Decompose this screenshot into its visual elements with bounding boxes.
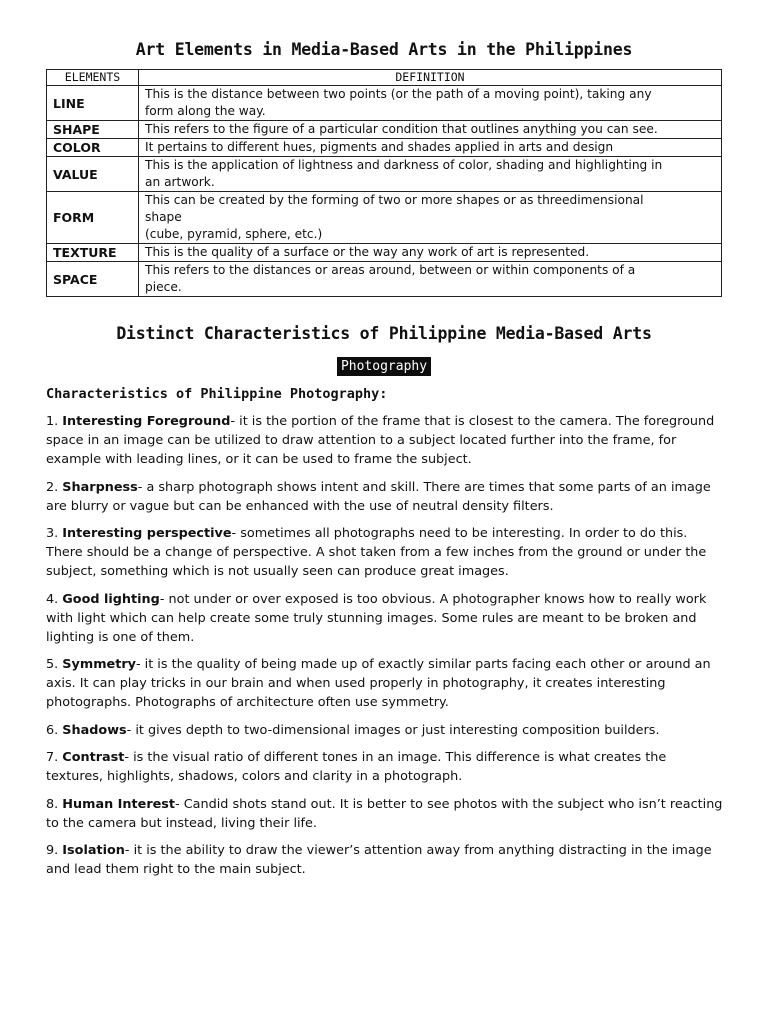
- element-name: VALUE: [47, 157, 139, 192]
- element-definition: This is the quality of a surface or the way any work of art is represented.: [139, 244, 722, 262]
- table-row: [47, 244, 722, 262]
- item-text: - a sharp photograph shows intent and skill. There are times that some parts of an image are blurry or vague but can be enhanced with the use of neutral density filters.: [46, 479, 711, 514]
- item-number: 8.: [46, 796, 59, 812]
- item-term: Good lighting: [62, 591, 160, 607]
- element-name: TEXTURE: [47, 244, 139, 262]
- item-number: 2.: [46, 479, 59, 495]
- list-item: [46, 590, 724, 647]
- list-item: [46, 748, 724, 786]
- characteristics-list: [46, 412, 724, 888]
- list-item: [46, 524, 724, 581]
- item-text: - is the visual ratio of different tones in an image. This difference is what creates the textures, highlights, shadows, colors and clarity in a photograph.: [46, 750, 667, 784]
- item-number: 3.: [46, 526, 59, 541]
- element-definition: This refers to the figure of a particular condition that outlines anything you can see.: [139, 121, 722, 139]
- item-text: - it is the ability to draw the viewer’s attention away from anything distracting in the image and lead them right to the main subject.: [46, 843, 712, 877]
- item-term: Sharpness: [62, 479, 138, 495]
- item-number: 9.: [46, 843, 59, 858]
- table-row: [47, 157, 722, 192]
- table-row: [47, 86, 722, 121]
- item-number: 6.: [46, 722, 59, 738]
- element-definition: This is the application of lightness and darkness of color, shading and highlighting in an artwork.: [139, 157, 722, 192]
- item-number: 7.: [46, 750, 59, 765]
- item-term: Isolation: [62, 843, 125, 858]
- subheading-wrapper: [0, 355, 768, 376]
- element-name: COLOR: [47, 139, 139, 157]
- characteristics-heading: Characteristics of Philippine Photography:: [46, 386, 388, 402]
- element-definition: This refers to the distances or areas around, between or within components of a piece.: [139, 262, 722, 297]
- item-term: Symmetry: [62, 657, 136, 672]
- table-row: [47, 139, 722, 157]
- item-term: Shadows: [62, 722, 127, 738]
- element-name: FORM: [47, 192, 139, 244]
- list-item: [46, 841, 724, 879]
- table-row: [47, 262, 722, 297]
- element-name: LINE: [47, 86, 139, 121]
- column-header-definition: DEFINITION: [139, 70, 722, 86]
- element-definition: This can be created by the forming of two or more shapes or as threedimensional shape (cube, pyramid, sphere, etc.): [139, 192, 722, 244]
- table-row: [47, 121, 722, 139]
- list-item: [46, 795, 724, 833]
- item-term: Interesting Foreground: [62, 414, 231, 429]
- item-text: - it is the portion of the frame that is closest to the camera. The foreground space in an image can be utilized to draw attention to a subject located further into the frame, for example with leading lines, or it can be used to frame the subject.: [46, 414, 715, 467]
- list-item: [46, 655, 724, 712]
- item-number: 5.: [46, 657, 59, 672]
- element-definition: This is the distance between two points (or the path of a moving point), taking any form along the way.: [139, 86, 722, 121]
- page-title: Art Elements in Media-Based Arts in the Philippines: [135, 40, 633, 59]
- photography-subheading: Photography: [337, 357, 431, 376]
- item-term: Interesting perspective: [62, 526, 232, 541]
- list-item: [46, 721, 724, 740]
- element-name: SPACE: [47, 262, 139, 297]
- item-text: - sometimes all photographs need to be interesting. In order to do this. There should be a change of perspective. A shot taken from a few inches from the ground or under the subject, something which is not usually seen can produce great images.: [46, 526, 707, 579]
- list-item: [46, 412, 724, 469]
- table-header-row: [47, 70, 722, 86]
- list-item: [46, 478, 724, 516]
- section-title: Distinct Characteristics of Philippine Media-Based Arts: [116, 324, 652, 343]
- item-text: - Candid shots stand out. It is better to see photos with the subject who isn’t reacting to the camera but instead, living their life.: [46, 796, 723, 831]
- element-definition: It pertains to different hues, pigments and shades applied in arts and design: [139, 139, 722, 157]
- item-term: Human Interest: [62, 796, 176, 812]
- art-elements-table: [46, 69, 722, 297]
- item-number: 4.: [46, 591, 59, 607]
- item-number: 1.: [46, 414, 59, 429]
- item-term: Contrast: [62, 750, 125, 765]
- column-header-elements: ELEMENTS: [47, 70, 139, 86]
- item-text: - not under or over exposed is too obvious. A photographer knows how to really work with light which can help create some truly stunning images. Some rules are meant to be broken and lighting is one of them.: [46, 591, 707, 645]
- item-text: - it is the quality of being made up of exactly similar parts facing each other or around an axis. It can play tricks in our brain and when used properly in photography, it creates interesting photographs. Photographs of architecture often use symmetry.: [46, 657, 711, 710]
- item-text: - it gives depth to two-dimensional images or just interesting composition builders.: [126, 722, 660, 738]
- table-row: [47, 192, 722, 244]
- element-name: SHAPE: [47, 121, 139, 139]
